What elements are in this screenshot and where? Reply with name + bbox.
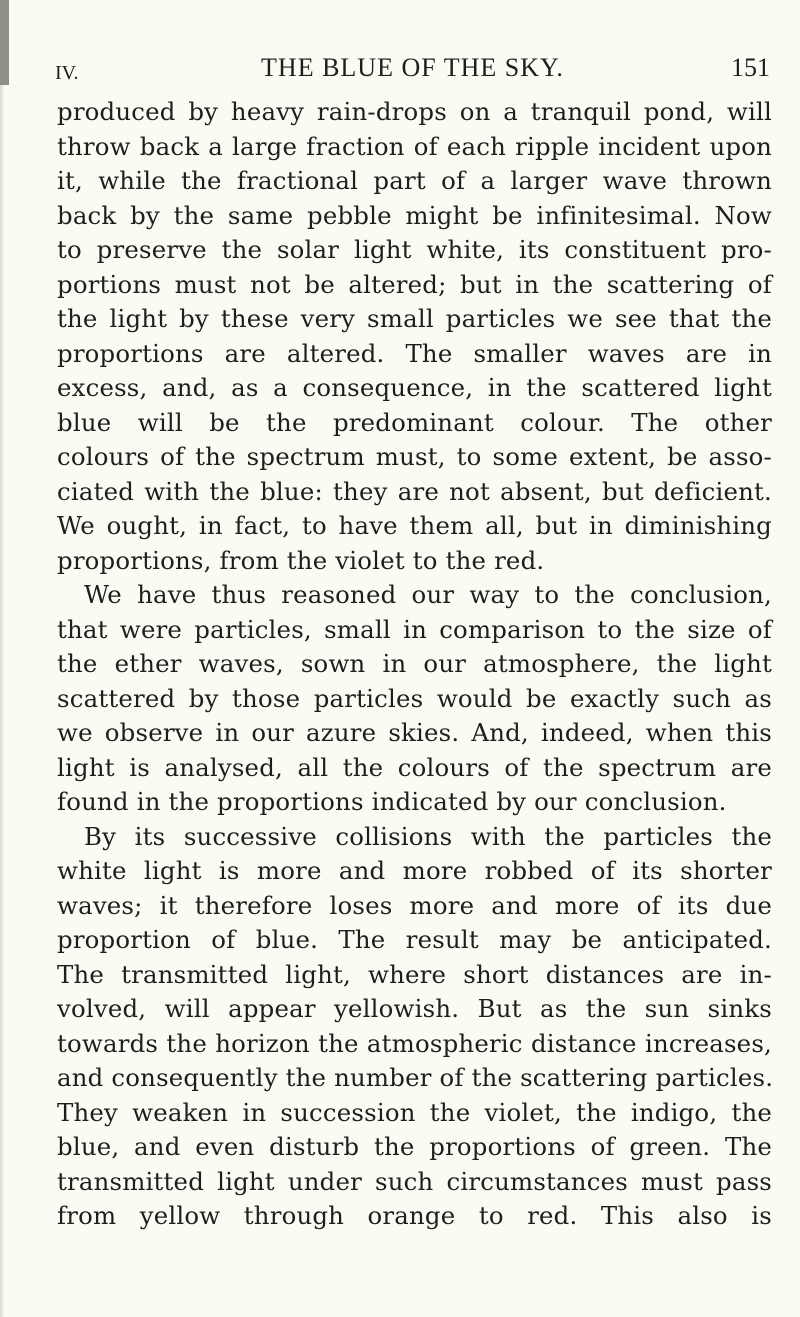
text-line: proportions are altered. The smaller waves are in <box>57 338 772 368</box>
page-number: 151 <box>731 53 770 82</box>
text-line: the light by these very small particles we see that the <box>57 304 772 333</box>
text-line: to preserve the solar light white, its constituent pro- <box>57 235 772 264</box>
text-line: scattered by those particles would be exactly such as <box>57 683 772 713</box>
text-line: volved, will appear yellowish. But as the sun sinks <box>57 994 772 1023</box>
text-line: ciated with the blue: they are not absent, but deficient. <box>57 476 772 506</box>
text-line: proportions, from the violet to the red. <box>57 545 545 575</box>
text-line: transmitted light under such circumstances must pass <box>57 1166 772 1196</box>
chapter-marker: IV. <box>55 62 79 84</box>
text-line: proportion of blue. The result may be anticipated. <box>57 925 772 954</box>
text-line: the ether waves, sown in our atmosphere, the light <box>57 649 772 678</box>
text-line: towards the horizon the atmospheric distance increases, <box>57 1028 772 1058</box>
text-line: found in the proportions indicated by our conclusion. <box>57 787 727 816</box>
page-edge <box>0 0 4 1317</box>
text-line: light is analysed, all the colours of the spectrum are <box>57 752 772 782</box>
text-line: that were particles, small in comparison to the size of <box>57 614 772 644</box>
text-line: white light is more and more robbed of its shorter <box>57 856 772 885</box>
text-line: We have thus reasoned our way to the conclusion, <box>84 580 772 609</box>
text-line: throw back a large fraction of each ripple incident upon <box>57 131 772 161</box>
margin-mark <box>0 0 9 85</box>
text-line: back by the same pebble might be infinitesimal. Now <box>57 200 772 230</box>
running-header <box>55 53 770 95</box>
text-line: The transmitted light, where short distances are in- <box>57 959 772 989</box>
text-line: By its successive collisions with the particles the <box>84 821 772 851</box>
text-line: produced by heavy rain-drops on a tranquil pond, will <box>57 97 772 126</box>
text-line: We ought, in fact, to have them all, but in diminishing <box>57 511 772 540</box>
paragraph-1 <box>57 95 772 578</box>
paragraph-2 <box>57 578 772 820</box>
text-line: colours of the spectrum must, to some extent, be asso- <box>57 442 772 471</box>
text-line: blue, and even disturb the proportions of green. The <box>57 1132 772 1161</box>
text-line: portions must not be altered; but in the scattering of <box>57 269 772 299</box>
running-title: THE BLUE OF THE SKY. <box>261 53 564 82</box>
text-line: blue will be the predominant colour. The other <box>57 407 772 437</box>
text-line: excess, and, as a consequence, in the scattered light <box>57 373 772 402</box>
text-line: and consequently the number of the scattering particles. <box>57 1063 774 1092</box>
body-text <box>57 95 772 1234</box>
text-line: They weaken in succession the violet, the indigo, the <box>57 1097 772 1127</box>
paragraph-3 <box>57 820 772 1234</box>
text-line: we observe in our azure skies. And, indeed, when this <box>57 718 772 747</box>
text-line: waves; it therefore loses more and more of its due <box>57 890 772 920</box>
text-line: from yellow through orange to red. This also is <box>57 1201 772 1230</box>
text-line: it, while the fractional part of a larger wave thrown <box>57 166 772 195</box>
